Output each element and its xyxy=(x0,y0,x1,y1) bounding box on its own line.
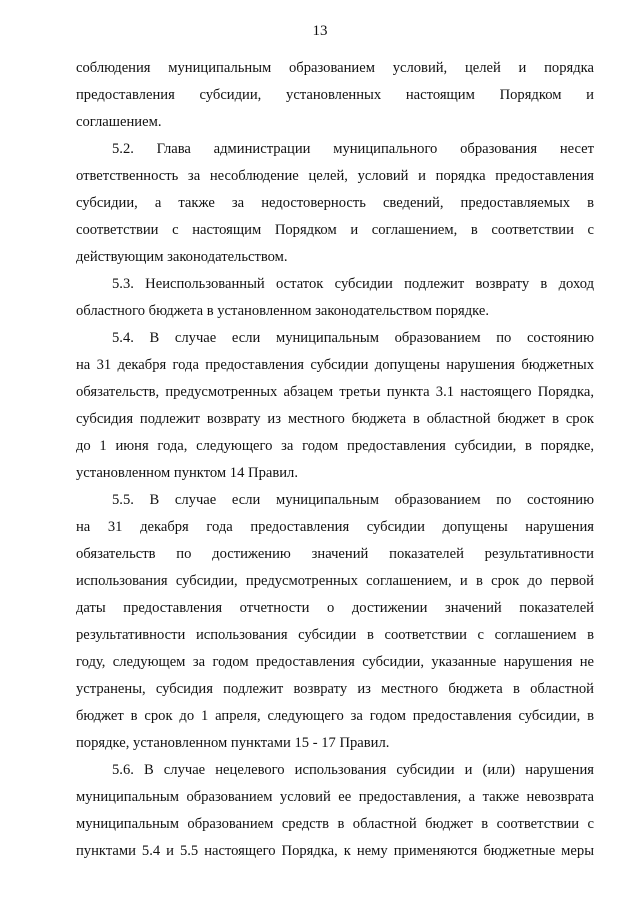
text-line: пунктами 5.4 и 5.5 настоящего Порядка, к нему применяются бюджетные меры xyxy=(76,843,594,859)
paragraph-p5-3 xyxy=(76,271,594,325)
text-line: муниципальным образованием условий ее предоставления, а также невозврата xyxy=(76,789,594,805)
text-line: субсидия подлежит возврату из местного бюджета в областной бюджет в срок xyxy=(76,411,594,427)
paragraph-p5-4 xyxy=(76,325,594,487)
text-line: до 1 июня года, следующего за годом предоставления субсидии, в порядке, xyxy=(76,438,594,454)
text-line: 5.5. В случае если муниципальным образованием по состоянию xyxy=(112,492,594,508)
text-line: соглашением. xyxy=(76,114,162,130)
text-line: ответственность за несоблюдение целей, условий и порядка предоставления xyxy=(76,168,594,184)
text-line: 5.2. Глава администрации муниципального образования несет xyxy=(112,141,594,157)
paragraph-p5-5 xyxy=(76,487,594,757)
page-number: 13 xyxy=(312,23,328,39)
text-line: на 31 декабря года предоставления субсидии допущены нарушения бюджетных xyxy=(76,357,594,373)
text-line: действующим законодательством. xyxy=(76,249,288,265)
text-line: предоставления субсидии, установленных настоящим Порядком и xyxy=(76,87,594,103)
text-line: бюджет в срок до 1 апреля, следующего за годом предоставления субсидии, в xyxy=(76,708,594,724)
text-line: порядке, установленном пунктами 15 - 17 Правил. xyxy=(76,735,390,751)
text-line: соблюдения муниципальным образованием условий, целей и порядка xyxy=(76,60,594,76)
text-line: на 31 декабря года предоставления субсидии допущены нарушения xyxy=(76,519,594,535)
text-line: году, следующем за годом предоставления субсидии, указанные нарушения не xyxy=(76,654,594,670)
text-line: 5.3. Неиспользованный остаток субсидии подлежит возврату в доход xyxy=(112,276,594,292)
paragraph-p5-6 xyxy=(76,757,594,865)
text-line: соответствии с настоящим Порядком и соглашением, в соответствии с xyxy=(76,222,594,238)
text-line: муниципальным образованием средств в областной бюджет в соответствии с xyxy=(76,816,594,832)
paragraph-p5-2 xyxy=(76,136,594,271)
text-line: результативности использования субсидии в соответствии с соглашением в xyxy=(76,627,594,643)
text-line: областного бюджета в установленном законодательством порядке. xyxy=(76,303,489,319)
text-line: обязательств по достижению значений показателей результативности xyxy=(76,546,594,562)
text-line: установленном пунктом 14 Правил. xyxy=(76,465,298,481)
text-line: устранены, субсидия подлежит возврату из местного бюджета в областной xyxy=(76,681,594,697)
paragraph-cont xyxy=(76,55,594,136)
text-line: 5.4. В случае если муниципальным образованием по состоянию xyxy=(112,330,594,346)
text-line: 5.6. В случае нецелевого использования субсидии и (или) нарушения xyxy=(112,762,594,778)
text-line: даты предоставления отчетности о достижении значений показателей xyxy=(76,600,594,616)
text-line: использования субсидии, предусмотренных соглашением, и в срок до первой xyxy=(76,573,594,589)
text-line: субсидии, а также за недостоверность сведений, предоставляемых в xyxy=(76,195,594,211)
text-line: обязательств, предусмотренных абзацем третьи пункта 3.1 настоящего Порядка, xyxy=(76,384,594,400)
document-body xyxy=(76,55,594,865)
